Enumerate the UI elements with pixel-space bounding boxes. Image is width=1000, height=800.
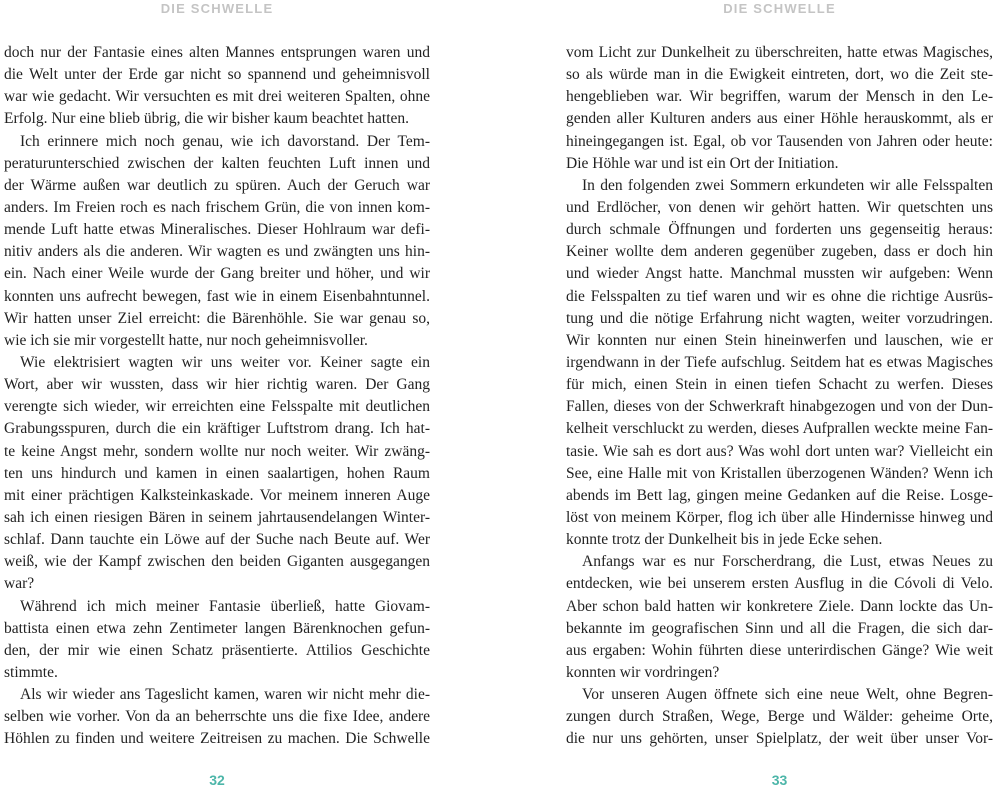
running-title-left: DIE SCHWELLE xyxy=(160,1,274,16)
running-title-right: DIE SCHWELLE xyxy=(723,1,836,16)
text-line: entdecken, wie bei unserem ersten Ausflug in die Cóvoli di Velo. xyxy=(566,575,993,593)
page-number-right: 33 xyxy=(771,772,788,788)
left-page xyxy=(4,0,430,800)
text-line: te keine Angst mehr, sondern wollte nur noch weiter. Wir zwäng- xyxy=(4,442,430,460)
text-line: und wieder Angst hatte. Manchmal mussten wir aufgeben: Wenn xyxy=(566,265,993,283)
text-line: Die Höhle war und ist ein Ort der Initiation. xyxy=(566,154,839,172)
text-line: zungen durch Straßen, Wege, Berge und Wälder: geheime Orte, xyxy=(566,708,993,726)
text-line: der Wärme außen war deutlich zu spüren. Auch der Geruch war xyxy=(4,176,430,194)
text-line: konnten wir vordringen? xyxy=(566,663,720,681)
text-line: aus ergaben: Wohin führten diese unterirdischen Gänge? Wie weit xyxy=(566,641,993,659)
text-line: weiß, wie der Kampf zwischen den beiden Giganten ausgegangen xyxy=(4,553,430,571)
text-line: bekannte im geografischen Sinn und all die Fragen, die sich dar- xyxy=(566,619,993,637)
text-line: Anfangs war es nur Forscherdrang, die Lust, etwas Neues zu xyxy=(582,553,993,571)
text-line: Höhlen zu finden und weitere Zeitreisen zu machen. Die Schwelle xyxy=(4,730,430,748)
text-line: durch schmale Öffnungen und forderten uns gegenseitig heraus: xyxy=(566,221,993,239)
text-line: schlaf. Dann tauchte ein Löwe auf der Suche nach Beute auf. Wer xyxy=(4,531,430,549)
text-line: Wir konnten nur einen Stein hineinwerfen und lauschen, wie er xyxy=(566,331,993,349)
text-line: Vor unseren Augen öffnete sich eine neue Welt, ohne Begren- xyxy=(582,686,993,704)
text-line: Grabungsspuren, durch die ein kräftiger Luftstrom drang. Ich hat- xyxy=(4,420,430,438)
text-line: so als würde man in die Ewigkeit eintreten, dort, wo die Zeit ste- xyxy=(566,66,993,84)
text-line: tung und die nötige Erfahrung nicht wagten, weiter vorzudringen. xyxy=(566,309,993,327)
text-line: Wie elektrisiert wagten wir uns weiter vor. Keiner sagte ein xyxy=(20,353,430,371)
text-line: kelheit verschluckt zu werden, dieses Aufprallen weckte meine Fan- xyxy=(566,420,993,438)
text-line: Wir hatten unser Ziel erreicht: die Bärenhöhle. Sie war genau so, xyxy=(4,309,430,327)
text-line: mit einer prächtigen Kalksteinkaskade. Vor meinem inneren Auge xyxy=(4,486,430,504)
text-line: verengte sich wieder, wir erreichten eine Felsspalte mit deutlichen xyxy=(4,398,430,416)
text-line: battista einen etwa zehn Zentimeter langen Bärenknochen gefun- xyxy=(4,619,430,637)
text-line: selben wie vorher. Von da an beherrschte uns die fixe Idee, andere xyxy=(4,708,430,726)
text-line: Fallen, dieses von der Schwerkraft hinabgezogen und von der Dun- xyxy=(566,398,993,416)
text-line: die nur uns gehörten, unser Spielplatz, der weit über unser Vor- xyxy=(566,730,993,748)
text-line: wie ich sie mir vorgestellt hatte, nur noch geheimnisvoller. xyxy=(4,331,368,349)
text-line: In den folgenden zwei Sommern erkundeten wir alle Felsspalten xyxy=(582,176,993,194)
text-line: war wie gedacht. Wir versuchten es mit drei weiteren Spalten, ohne xyxy=(4,88,430,106)
left-page-body xyxy=(4,42,430,751)
text-line: genden aller Kulturen anders aus einer Höhle herauskommt, als er xyxy=(566,110,993,128)
text-line: hineingegangen ist. Egal, ob vor Tausenden von Jahren oder heute: xyxy=(566,132,993,150)
text-line: Keiner wollte dem anderen gegenüber zugeben, dass er doch hin xyxy=(566,243,993,261)
right-page xyxy=(566,0,993,800)
text-line: löst von meinem Körper, flog ich über alle Hindernisse hinweg und xyxy=(566,508,993,526)
text-line: ten uns hindurch und kamen in einen saalartigen, hohen Raum xyxy=(4,464,430,482)
text-line: die Welt unter der Erde gar nicht so spannend und geheimnisvoll xyxy=(4,66,430,84)
text-line: irgendwann in der Tiefe aufschlug. Seitdem hat es etwas Magisches xyxy=(566,353,993,371)
text-line: tasie. Wie sah es dort aus? Was wohl dort unten war? Vielleicht ein xyxy=(566,442,993,460)
text-line: See, eine Halle mit von Kristallen überzogenen Wänden? Wenn ich xyxy=(566,464,993,482)
text-line: peraturunterschied zwischen der kalten feuchten Luft innen und xyxy=(4,154,430,172)
text-line: sah ich einen riesigen Bären in seinem jahrtausendelangen Winter- xyxy=(4,508,430,526)
text-line: konnten uns aufrecht bewegen, fast wie in einem Eisenbahntunnel. xyxy=(4,287,430,305)
text-line: doch nur der Fantasie eines alten Mannes entsprungen waren und xyxy=(4,44,430,61)
text-line: stimmte. xyxy=(4,663,58,681)
text-line: nitiv anders als die anderen. Wir wagten es und zwängten uns hin- xyxy=(4,243,430,261)
text-line: konnte trotz der Dunkelheit bis in jede Ecke sehen. xyxy=(566,531,883,549)
text-line: Aber schon bald hatten wir konkretere Ziele. Dann lockte das Un- xyxy=(566,597,993,615)
text-line: Während ich mich meiner Fantasie überließ, hatte Giovam- xyxy=(20,597,430,615)
right-page-body xyxy=(566,42,993,751)
text-line: vom Licht zur Dunkelheit zu überschreiten, hatte etwas Magisches, xyxy=(566,44,993,61)
text-line: Als wir wieder ans Tageslicht kamen, waren wir nicht mehr die- xyxy=(20,686,430,704)
text-line: Ich erinnere mich noch genau, wie ich davorstand. Der Tem- xyxy=(20,132,430,150)
text-line: Erfolg. Nur eine blieb übrig, die wir bisher kaum beachtet hatten. xyxy=(4,110,410,128)
page-number-left: 32 xyxy=(209,772,225,788)
text-line: ein. Nach einer Weile wurde der Gang breiter und höher, und wir xyxy=(4,265,430,283)
text-line: Wort, aber wir wussten, dass wir hier richtig waren. Der Gang xyxy=(4,376,430,394)
text-line: die Felsspalten zu tief waren und wir es ohne die richtige Ausrüs- xyxy=(566,287,993,305)
text-line: mende Luft hatte etwas Mineralisches. Dieser Hohlraum war defi- xyxy=(4,221,430,239)
text-line: abends im Bett lag, gingen meine Gedanken auf die Reise. Losge- xyxy=(566,486,993,504)
text-line: war? xyxy=(4,575,35,593)
text-line: den, der mir wie einen Schatz präsentierte. Attilios Geschichte xyxy=(4,641,430,659)
text-line: und Erdlöcher, von denen wir gehört hatten. Wir quetschten uns xyxy=(566,198,993,216)
text-line: für mich, einen Stein in einen tiefen Schacht zu werfen. Dieses xyxy=(566,376,993,394)
text-line: anders. Im Freien roch es nach frischem Grün, die von innen kom- xyxy=(4,198,430,216)
text-line: hengeblieben war. Wir begriffen, warum der Mensch in den Le- xyxy=(566,88,993,106)
